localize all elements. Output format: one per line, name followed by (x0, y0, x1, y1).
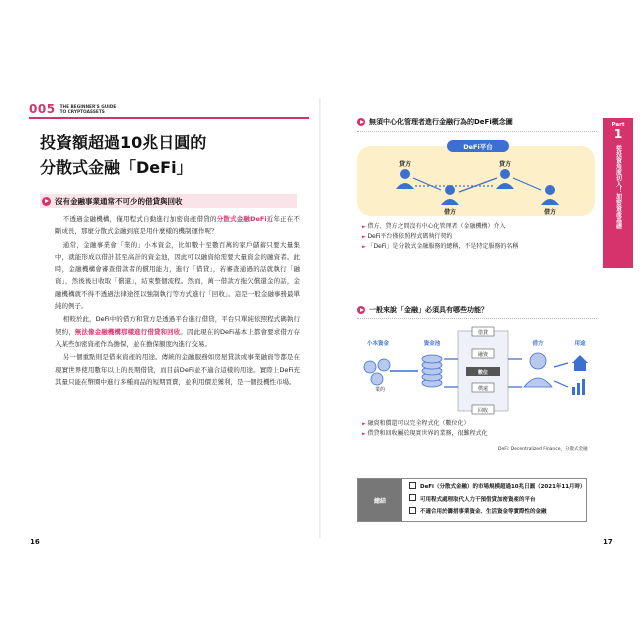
paragraph-3: 相較於此，DeFi中的借方和貸方是透過平台進行借貸，平台只單純依照程式碼執行契約，無法像金融機構那樣進行借貸和回收。因此現在的DeFi基本上都會要求借方存入某些加密資產作為擔保，並在擔保額度內進行交易。 (55, 315, 301, 348)
lender-right-label: 貸方 (498, 161, 512, 168)
subheading-band (40, 194, 297, 208)
part-label: Part (611, 122, 625, 128)
coin-stack-icon (422, 355, 442, 387)
small-funds-label: 小本資金 (366, 341, 390, 347)
part-title: 從投資角度切入！加密資產基礎 (614, 145, 622, 229)
summary-label: 總結 (358, 479, 402, 521)
book-gutter (319, 98, 321, 538)
borrower-left-label: 借方 (443, 209, 457, 216)
bullet: ► 「DeFi」是分散式金融服務的總稱，不是特定服務的名稱 (362, 242, 518, 252)
pool-label: 資金池 (423, 341, 441, 347)
digitize-label: 數位 (477, 370, 489, 376)
play-bullet-icon (42, 197, 51, 206)
lender-label: 借方 (532, 341, 544, 347)
summary-item: 可用程式處理取代人力干預借貸加密資產的平台 (409, 494, 586, 507)
body-text (55, 213, 300, 389)
play-bullet-icon (357, 306, 365, 314)
bullet: ► DeFi平台僅依照程式碼執行契約 (362, 232, 518, 242)
page-number-left: 16 (30, 538, 40, 546)
bullet: ► 借方、貸方之間沒有中心化管理者（金融機構）介入 (362, 222, 518, 232)
bar-chart-icon (572, 379, 585, 395)
collect-label: 回收 (477, 408, 489, 414)
paragraph-4: 另一個重點則是借來資產的用途。傳統的金融服務如房屋貸款或事業融資等都是在現實世界使用數年以上的長期借貸，而目前DeFi並不適合這樣的用途。實際上DeFi充其量只能在幣圈中進行多種商品的短期買賣，並利用價差獲利，是一個投機性市場。 (55, 353, 300, 386)
summary-item: 不適合用於籌措事業資金、生活資金等實際性的金融 (409, 506, 586, 519)
title-line-1: 投資額超過10兆日圓的 (40, 133, 207, 152)
page-title (40, 130, 206, 180)
house-icon (572, 355, 588, 371)
section-number: 005 (29, 102, 56, 116)
summary-items (409, 481, 586, 519)
diagram1-heading (357, 117, 513, 127)
bullet: ► 融資和償還可以完全程式化（數位化） (362, 419, 487, 429)
heading-divider (357, 318, 597, 319)
bullet: ► 借貸和回收屬於現實世界的業務，很難程式化 (362, 429, 487, 439)
summary-box (357, 478, 587, 522)
subheading: 沒有金融事業通常不可少的借貸與回收 (55, 196, 183, 206)
paragraph-2: 通常，金融事業會「業的」小本資金，比如數十至數百萬的家戶儲蓄只要大量集中，就能形成以借計甚至高計的資金池，因此可以融資給需要大量資金的融資者。此時，金融機構會審查借款者的償用能力，進行「借貸」，若審查通過的話就執行「融資」，然後後日收取「償還」，結束整個流程。然而，萬一借款方拖欠償還金的話，金融機構就不得不透過法律途徑以強制執行等方式進行「回收」。這是一般金融事務最單純的例子。 (55, 240, 300, 311)
platform-label: DeFi平台 (463, 143, 493, 151)
diagram1-background (357, 146, 595, 216)
section-english-title: THE BEGINNER'S GUIDE TO CRYPTOASSETS (59, 105, 117, 115)
page-number-right: 17 (603, 538, 613, 546)
checkbox-icon (409, 494, 416, 501)
summary-item: DeFi（分散式金融）的市場規模超過10兆日圓（2021年11月時） (409, 481, 586, 494)
source-note: DeFi: Decentralized Finance，分散式金融 (498, 447, 588, 452)
defi-concept-diagram (355, 138, 600, 218)
borrower-right-label: 借方 (543, 209, 557, 216)
coins-icon (364, 359, 390, 385)
business-label: 業的 (374, 387, 386, 393)
diagram2-heading-text: 一般來說「金融」必須具有哪些功能？ (369, 306, 488, 314)
highlight: 無法像金融機構那樣進行借貸和回收 (74, 327, 181, 336)
checkbox-icon (409, 507, 416, 514)
title-line-2: 分散式金融「DeFi」 (40, 158, 193, 177)
borrower-icon (524, 353, 552, 387)
usage-label: 用途 (574, 341, 586, 347)
lend-label: 借貸 (477, 330, 489, 336)
diagram1-bullets (362, 222, 518, 252)
paragraph-1: 不透過金融機構，僅用程式自動進行加密資產借貸的分散式金融DeFi近年正在不斷成長，那麼分散式金融到底是用什麼樣的機制運作呢？ (55, 215, 301, 236)
highlight: 分散式金融DeFi (216, 215, 267, 223)
diagram1-heading-text: 無須中心化管理者進行金融行為的DeFi概念圖 (369, 118, 513, 126)
diagram2-bullets (362, 419, 487, 439)
diagram2-heading (357, 305, 488, 315)
checkbox-icon (409, 482, 416, 489)
part-tab (603, 118, 633, 268)
play-bullet-icon (357, 118, 365, 126)
finance-functions-diagram (360, 325, 600, 417)
part-number: 1 (613, 127, 623, 141)
section-header (29, 103, 120, 115)
repay-label: 償還 (477, 386, 489, 392)
section-rule (29, 117, 309, 119)
finance-label: 融資 (477, 352, 489, 358)
usage-arrows (554, 363, 568, 387)
lender-left-label: 貸方 (398, 161, 412, 168)
heading-divider (357, 131, 597, 132)
